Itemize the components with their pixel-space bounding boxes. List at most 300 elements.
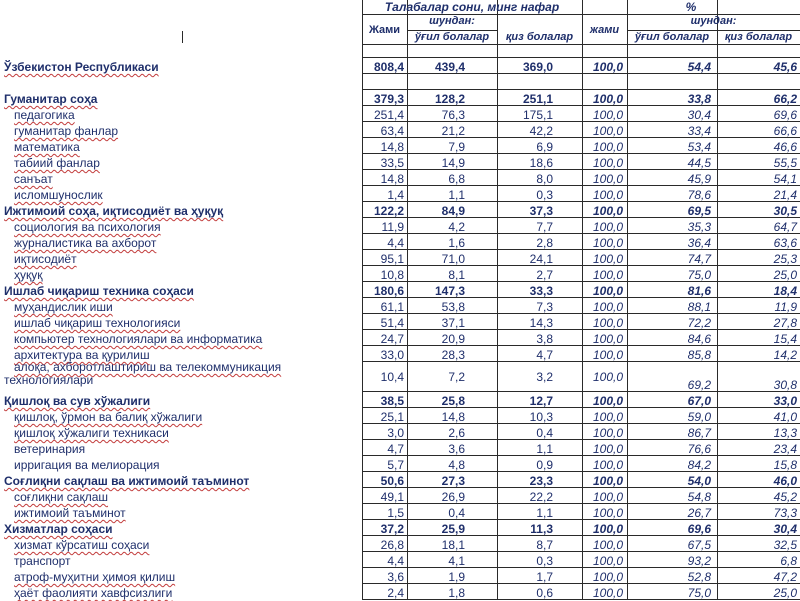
cell-pct-girls: 45,2: [773, 490, 797, 504]
row-label: [4, 361, 354, 387]
cell-girls: 3,2: [536, 370, 553, 384]
cell-boys: 1,1: [448, 188, 465, 202]
cell-boys: 71,0: [441, 252, 465, 266]
cell-total: 4,4: [387, 236, 404, 250]
row-label: [14, 123, 118, 139]
cell-total: 5,7: [387, 458, 404, 472]
cell-girls: 22,2: [529, 490, 553, 504]
row-label-text: ишлаб чиқариш технологияси: [14, 316, 181, 330]
cell-pct-boys: 86,7: [687, 426, 711, 440]
row-label-text: ветеринария: [14, 442, 86, 456]
cell-girls: 18,6: [529, 156, 553, 170]
row-label-text: Соғлиқни сақлаш ва ижтимоий таъминот: [4, 474, 250, 488]
row-line: [362, 89, 800, 90]
cell-pct-total: 100,0: [592, 490, 623, 504]
cell-pct-boys: 30,4: [687, 108, 711, 122]
cell-boys: 37,1: [441, 316, 465, 330]
cell-pct-girls: 15,4: [773, 332, 797, 346]
row-label: [14, 139, 80, 155]
cell-pct-total: 100,0: [592, 554, 623, 568]
cell-girls: 7,7: [536, 220, 553, 234]
cell-total: 2,4: [387, 586, 404, 600]
header-girls: қиз болалар: [505, 31, 574, 43]
cell-pct-girls: 47,2: [773, 570, 797, 584]
row-label: [4, 393, 150, 409]
cell-boys: 27,3: [441, 474, 465, 488]
row-label-text: ҳаёт фаолияти хавфсизлиги: [14, 586, 173, 600]
cell-pct-boys: 67,5: [687, 538, 711, 552]
cell-pct-girls: 64,7: [773, 220, 797, 234]
cell-pct-girls: 14,2: [773, 348, 797, 362]
table-row: [0, 235, 800, 251]
cell-pct-total: 100,0: [592, 220, 623, 234]
cell-pct-boys: 84,2: [687, 458, 711, 472]
cell-pct-girls: 69,6: [773, 108, 797, 122]
cell-girls: 33,3: [529, 284, 553, 298]
cell-boys: 25,8: [441, 394, 465, 408]
table-row: [0, 267, 800, 283]
header-including-pct: шундан:: [690, 15, 737, 27]
cell-pct-boys: 69,5: [687, 204, 711, 218]
row-label-text: журналистика ва ахборот: [14, 236, 157, 250]
row-label-text: атроф-муҳитни ҳимоя қилиш: [14, 570, 176, 584]
cell-boys: 1,6: [448, 236, 465, 250]
cell-boys: 0,4: [448, 506, 465, 520]
section-row: [0, 393, 800, 409]
cell-pct-girls: 45,6: [773, 60, 797, 74]
cell-boys: 20,9: [441, 332, 465, 346]
row-label-text: хизмат кўрсатиш соҳаси: [14, 538, 150, 552]
cell-pct-boys: 78,6: [687, 188, 711, 202]
row-label-text: муҳандислик иши: [14, 300, 113, 314]
row-label-text: санъат: [14, 172, 53, 186]
cell-pct-boys: 33,8: [687, 92, 711, 106]
row-label-text: Ижтимоий соҳа, иқтисодиёт ва ҳуқуқ: [4, 204, 224, 218]
table-row: [0, 107, 800, 123]
cell-pct-girls: 6,8: [780, 554, 797, 568]
cell-pct-boys: 35,3: [687, 220, 711, 234]
cell-boys: 25,9: [441, 522, 465, 536]
row-label: [14, 457, 160, 473]
cell-boys: 26,9: [441, 490, 465, 504]
cell-pct-total: 100,0: [592, 570, 623, 584]
cell-total: 122,2: [373, 204, 404, 218]
cell-pct-total: 100,0: [592, 506, 623, 520]
cell-boys: 1,9: [448, 570, 465, 584]
cell-pct-total: 100,0: [592, 204, 623, 218]
header-total-pct: жами: [589, 24, 620, 36]
cell-total: 4,4: [387, 554, 404, 568]
row-label-text: ижтимоий таъминот: [14, 506, 126, 520]
table-row: [0, 537, 800, 553]
cell-girls: 251,1: [522, 92, 553, 106]
row-label-text: транспорт: [14, 554, 71, 568]
cell-pct-boys: 53,4: [687, 140, 711, 154]
row-label-text: ҳуқуқ: [14, 268, 43, 282]
header-percent: %: [685, 0, 697, 14]
cell-pct-girls: 25,0: [773, 268, 797, 282]
cell-total: 33,5: [380, 156, 404, 170]
row-label-line: алоқа, ахборотлаштириш ва телекоммуникация: [14, 360, 282, 374]
row-label: [14, 299, 113, 315]
cell-pct-total: 100,0: [592, 236, 623, 250]
cell-girls: 2,8: [536, 236, 553, 250]
cell-pct-total: 100,0: [592, 426, 623, 440]
table-row: [0, 409, 800, 425]
cell-girls: 0,3: [536, 188, 553, 202]
row-label-text: педагогика: [14, 108, 75, 122]
cell-pct-total: 100,0: [592, 124, 623, 138]
cell-boys: 18,1: [441, 538, 465, 552]
cell-total: 1,5: [387, 506, 404, 520]
cell-pct-total: 100,0: [592, 332, 623, 346]
cell-total: 4,7: [387, 442, 404, 456]
header-total: Жами: [368, 24, 401, 36]
row-label: [14, 267, 43, 283]
cell-girls: 1,1: [536, 506, 553, 520]
cell-total: 33,0: [380, 348, 404, 362]
row-label-text: Ўзбекистон Республикаси: [4, 60, 159, 74]
cell-total: 14,8: [380, 140, 404, 154]
cell-pct-girls: 15,8: [773, 458, 797, 472]
section-row: [0, 203, 800, 219]
cell-pct-boys: 52,8: [687, 570, 711, 584]
cell-pct-girls: 46,6: [773, 140, 797, 154]
cell-pct-boys: 76,6: [687, 442, 711, 456]
cell-total: 808,4: [373, 60, 404, 74]
cell-pct-girls: 11,9: [774, 300, 797, 314]
cell-total: 49,1: [380, 490, 404, 504]
row-label: [14, 171, 53, 187]
row-label: [14, 409, 202, 425]
cell-pct-total: 100,0: [592, 300, 623, 314]
cell-pct-total: 100,0: [592, 156, 623, 170]
cell-total: 10,4: [380, 370, 404, 384]
cell-pct-total: 100,0: [592, 410, 623, 424]
cell-pct-boys: 74,7: [687, 252, 711, 266]
cell-boys: 1,8: [448, 586, 465, 600]
cell-pct-girls: 30,5: [773, 204, 797, 218]
cell-boys: 14,8: [441, 410, 465, 424]
row-label: [14, 489, 108, 505]
cell-pct-girls: 41,0: [773, 410, 797, 424]
row-label: [14, 331, 262, 347]
row-label: [4, 283, 194, 299]
cell-total: 11,9: [381, 220, 404, 234]
row-label-text: исломшунослик: [14, 188, 103, 202]
cell-pct-total: 100,0: [592, 188, 623, 202]
section-row: [0, 283, 800, 299]
cell-total: 37,2: [380, 522, 404, 536]
cell-boys: 147,3: [434, 284, 465, 298]
cell-pct-boys: 72,2: [687, 316, 711, 330]
row-label-text: қишлоқ хўжалиги техникаси: [14, 426, 169, 440]
header-girls-pct: қиз болалар: [724, 31, 793, 43]
row-label-text: компьютер технологиялари ва информатика: [14, 332, 263, 346]
table-row: [0, 123, 800, 139]
cell-pct-total: 100,0: [592, 522, 623, 536]
cell-pct-total: 100,0: [592, 108, 623, 122]
cell-girls: 0,3: [536, 554, 553, 568]
cell-boys: 7,2: [448, 370, 465, 384]
row-line: [362, 391, 800, 392]
cell-girls: 3,8: [536, 332, 553, 346]
cell-pct-girls: 25,0: [773, 586, 797, 600]
cell-pct-total: 100,0: [592, 172, 623, 186]
row-label-text: математика: [14, 140, 80, 154]
row-label-text: Ишлаб чиқариш техника соҳаси: [4, 284, 194, 298]
cell-pct-girls: 13,3: [773, 426, 797, 440]
cell-girls: 2,7: [536, 268, 553, 282]
table-row: [0, 251, 800, 267]
header-corner-mark: [182, 31, 183, 43]
row-label: [14, 585, 172, 601]
row-label-text: ирригация ва мелиорация: [14, 458, 160, 472]
cell-pct-girls: 30,4: [773, 522, 797, 536]
cell-pct-boys: 69,6: [687, 522, 711, 536]
cell-total: 3,6: [387, 570, 404, 584]
cell-boys: 53,8: [441, 300, 465, 314]
table-row: [0, 489, 800, 505]
cell-girls: 0,4: [536, 426, 553, 440]
table-row: [0, 361, 800, 391]
header-boys: ўғил болалар: [414, 31, 490, 43]
cell-total: 63,4: [380, 124, 404, 138]
row-label: [4, 203, 223, 219]
cell-pct-total: 100,0: [592, 394, 623, 408]
table-row: [0, 331, 800, 347]
table-row: [0, 457, 800, 473]
cell-boys: 128,2: [434, 92, 465, 106]
row-label-text: Гуманитар соҳа: [4, 92, 98, 106]
cell-girls: 1,7: [536, 570, 553, 584]
cell-girls: 6,9: [536, 140, 553, 154]
cell-pct-boys: 75,0: [687, 268, 711, 282]
row-label: [14, 441, 85, 457]
table-row: [0, 139, 800, 155]
table-row: [0, 171, 800, 187]
cell-boys: 76,3: [441, 108, 465, 122]
row-label-text: Хизматлар соҳаси: [4, 522, 113, 536]
cell-pct-total: 100,0: [592, 316, 623, 330]
cell-pct-girls: 73,3: [773, 506, 797, 520]
cell-total: 38,5: [380, 394, 404, 408]
table-row: [0, 505, 800, 521]
row-label-text: гуманитар фанлар: [14, 124, 119, 138]
row-label: [14, 219, 161, 235]
row-label: [14, 537, 149, 553]
cell-pct-total: 100,0: [592, 348, 623, 362]
cell-total: 61,1: [380, 300, 404, 314]
cell-pct-total: 100,0: [592, 268, 623, 282]
cell-pct-boys: 59,0: [687, 410, 711, 424]
cell-girls: 7,3: [536, 300, 553, 314]
row-label: [14, 315, 180, 331]
section-row: [0, 59, 800, 75]
cell-total: 379,3: [373, 92, 404, 106]
cell-total: 14,8: [380, 172, 404, 186]
cell-boys: 21,2: [441, 124, 465, 138]
cell-pct-boys: 54,8: [687, 490, 711, 504]
row-label: [14, 187, 103, 203]
cell-pct-boys: 33,4: [687, 124, 711, 138]
cell-total: 180,6: [373, 284, 404, 298]
cell-pct-boys: 26,7: [687, 506, 711, 520]
row-label: [4, 473, 249, 489]
table-row: [0, 553, 800, 569]
header-students-count: Талабалар сони, минг нафар: [384, 0, 560, 14]
cell-boys: 4,1: [448, 554, 465, 568]
cell-total: 24,7: [380, 332, 404, 346]
cell-pct-total: 100,0: [592, 60, 623, 74]
row-label: [14, 251, 77, 267]
cell-total: 10,8: [380, 268, 404, 282]
header-including: шундан:: [429, 15, 475, 27]
cell-pct-boys: 44,5: [687, 156, 711, 170]
cell-pct-total: 100,0: [592, 370, 623, 384]
cell-total: 3,0: [387, 426, 404, 440]
cell-girls: 369,0: [522, 60, 553, 74]
cell-total: 50,6: [380, 474, 404, 488]
table-row: [0, 155, 800, 171]
cell-pct-boys: 88,1: [687, 300, 711, 314]
table-row: [0, 315, 800, 331]
cell-pct-girls: 25,3: [773, 252, 797, 266]
row-label: [4, 91, 97, 107]
cell-pct-boys: 75,0: [687, 586, 711, 600]
cell-boys: 4,2: [448, 220, 465, 234]
table-row: [0, 441, 800, 457]
cell-pct-girls: 27,8: [773, 316, 797, 330]
cell-pct-total: 100,0: [592, 538, 623, 552]
cell-pct-total: 100,0: [592, 140, 623, 154]
row-label: [14, 235, 156, 251]
row-label-text: қишлоқ, ўрмон ва балиқ хўжалиги: [14, 410, 203, 424]
cell-girls: 23,3: [529, 474, 553, 488]
row-label: [14, 155, 100, 171]
cell-girls: 14,3: [529, 316, 553, 330]
row-label: [14, 107, 75, 123]
cell-girls: 8,7: [536, 538, 553, 552]
cell-girls: 37,3: [529, 204, 553, 218]
cell-pct-boys: 54,0: [687, 474, 711, 488]
cell-total: 51,4: [380, 316, 404, 330]
cell-pct-girls: 63,6: [773, 236, 797, 250]
header-boys-pct: ўғил болалар: [634, 31, 710, 43]
section-row: [0, 521, 800, 537]
cell-pct-boys: 84,6: [687, 332, 711, 346]
row-label-text: табиий фанлар: [14, 156, 100, 170]
cell-pct-girls: 32,5: [773, 538, 797, 552]
cell-pct-total: 100,0: [592, 92, 623, 106]
cell-boys: 4,8: [448, 458, 465, 472]
cell-pct-total: 100,0: [592, 284, 623, 298]
cell-pct-girls: 18,4: [773, 284, 797, 298]
cell-pct-girls: 23,4: [773, 442, 797, 456]
table-row: [0, 569, 800, 585]
cell-pct-girls: 54,1: [773, 172, 797, 186]
row-label: [4, 521, 113, 537]
cell-total: 25,1: [380, 410, 404, 424]
cell-total: 26,8: [380, 538, 404, 552]
cell-boys: 28,3: [441, 348, 465, 362]
row-label: [14, 569, 175, 585]
cell-girls: 4,7: [536, 348, 553, 362]
row-label-text: социология ва психология: [14, 220, 161, 234]
cell-girls: 24,1: [529, 252, 553, 266]
cell-boys: 7,9: [448, 140, 465, 154]
cell-boys: 14,9: [441, 156, 465, 170]
cell-pct-boys: 81,6: [687, 284, 711, 298]
row-line: [362, 57, 800, 58]
cell-pct-boys: 85,8: [687, 348, 711, 362]
cell-boys: 3,6: [448, 442, 465, 456]
cell-girls: 11,3: [530, 522, 553, 536]
section-row: [0, 473, 800, 489]
cell-pct-boys: 54,4: [687, 60, 711, 74]
table-row: [0, 219, 800, 235]
cell-pct-girls: 30,8: [773, 378, 797, 392]
row-label: [14, 553, 71, 569]
cell-pct-boys: 69,2: [687, 378, 711, 392]
cell-pct-boys: 45,9: [687, 172, 711, 186]
cell-girls: 12,7: [529, 394, 553, 408]
cell-boys: 8,1: [448, 268, 465, 282]
table-row: [0, 425, 800, 441]
cell-pct-total: 100,0: [592, 442, 623, 456]
cell-pct-total: 100,0: [592, 252, 623, 266]
cell-total: 1,4: [387, 188, 404, 202]
cell-pct-girls: 46,0: [773, 474, 797, 488]
cell-pct-total: 100,0: [592, 458, 623, 472]
cell-pct-total: 100,0: [592, 586, 623, 600]
cell-pct-boys: 67,0: [687, 394, 711, 408]
cell-girls: 1,1: [536, 442, 553, 456]
cell-pct-boys: 93,2: [687, 554, 711, 568]
cell-pct-girls: 55,5: [773, 156, 797, 170]
cell-boys: 84,9: [441, 204, 465, 218]
row-label: [14, 425, 169, 441]
cell-boys: 6,8: [448, 172, 465, 186]
cell-total: 95,1: [380, 252, 404, 266]
row-label-text: иқтисодиёт: [14, 252, 77, 266]
row-label-text: соғлиқни сақлаш: [14, 490, 109, 504]
cell-girls: 0,9: [536, 458, 553, 472]
row-label-text: архитектура ва қурилиш: [14, 348, 150, 362]
cell-girls: 42,2: [529, 124, 553, 138]
cell-total: 251,4: [373, 108, 404, 122]
header-line: [362, 44, 800, 45]
section-row: [0, 91, 800, 107]
cell-girls: 10,3: [529, 410, 553, 424]
cell-pct-boys: 36,4: [687, 236, 711, 250]
cell-pct-girls: 66,6: [773, 124, 797, 138]
row-label: [14, 505, 126, 521]
cell-pct-girls: 66,2: [773, 92, 797, 106]
cell-girls: 0,6: [536, 586, 553, 600]
table-row: [0, 585, 800, 601]
row-label: [4, 59, 159, 75]
cell-boys: 439,4: [434, 60, 465, 74]
cell-girls: 8,0: [536, 172, 553, 186]
row-label-text: Қишлоқ ва сув хўжалиги: [4, 394, 151, 408]
row-label-line: технологиялари: [4, 373, 94, 387]
cell-girls: 175,1: [522, 108, 553, 122]
table-row: [0, 187, 800, 203]
cell-pct-total: 100,0: [592, 474, 623, 488]
table-row: [0, 299, 800, 315]
cell-pct-girls: 21,4: [773, 188, 797, 202]
